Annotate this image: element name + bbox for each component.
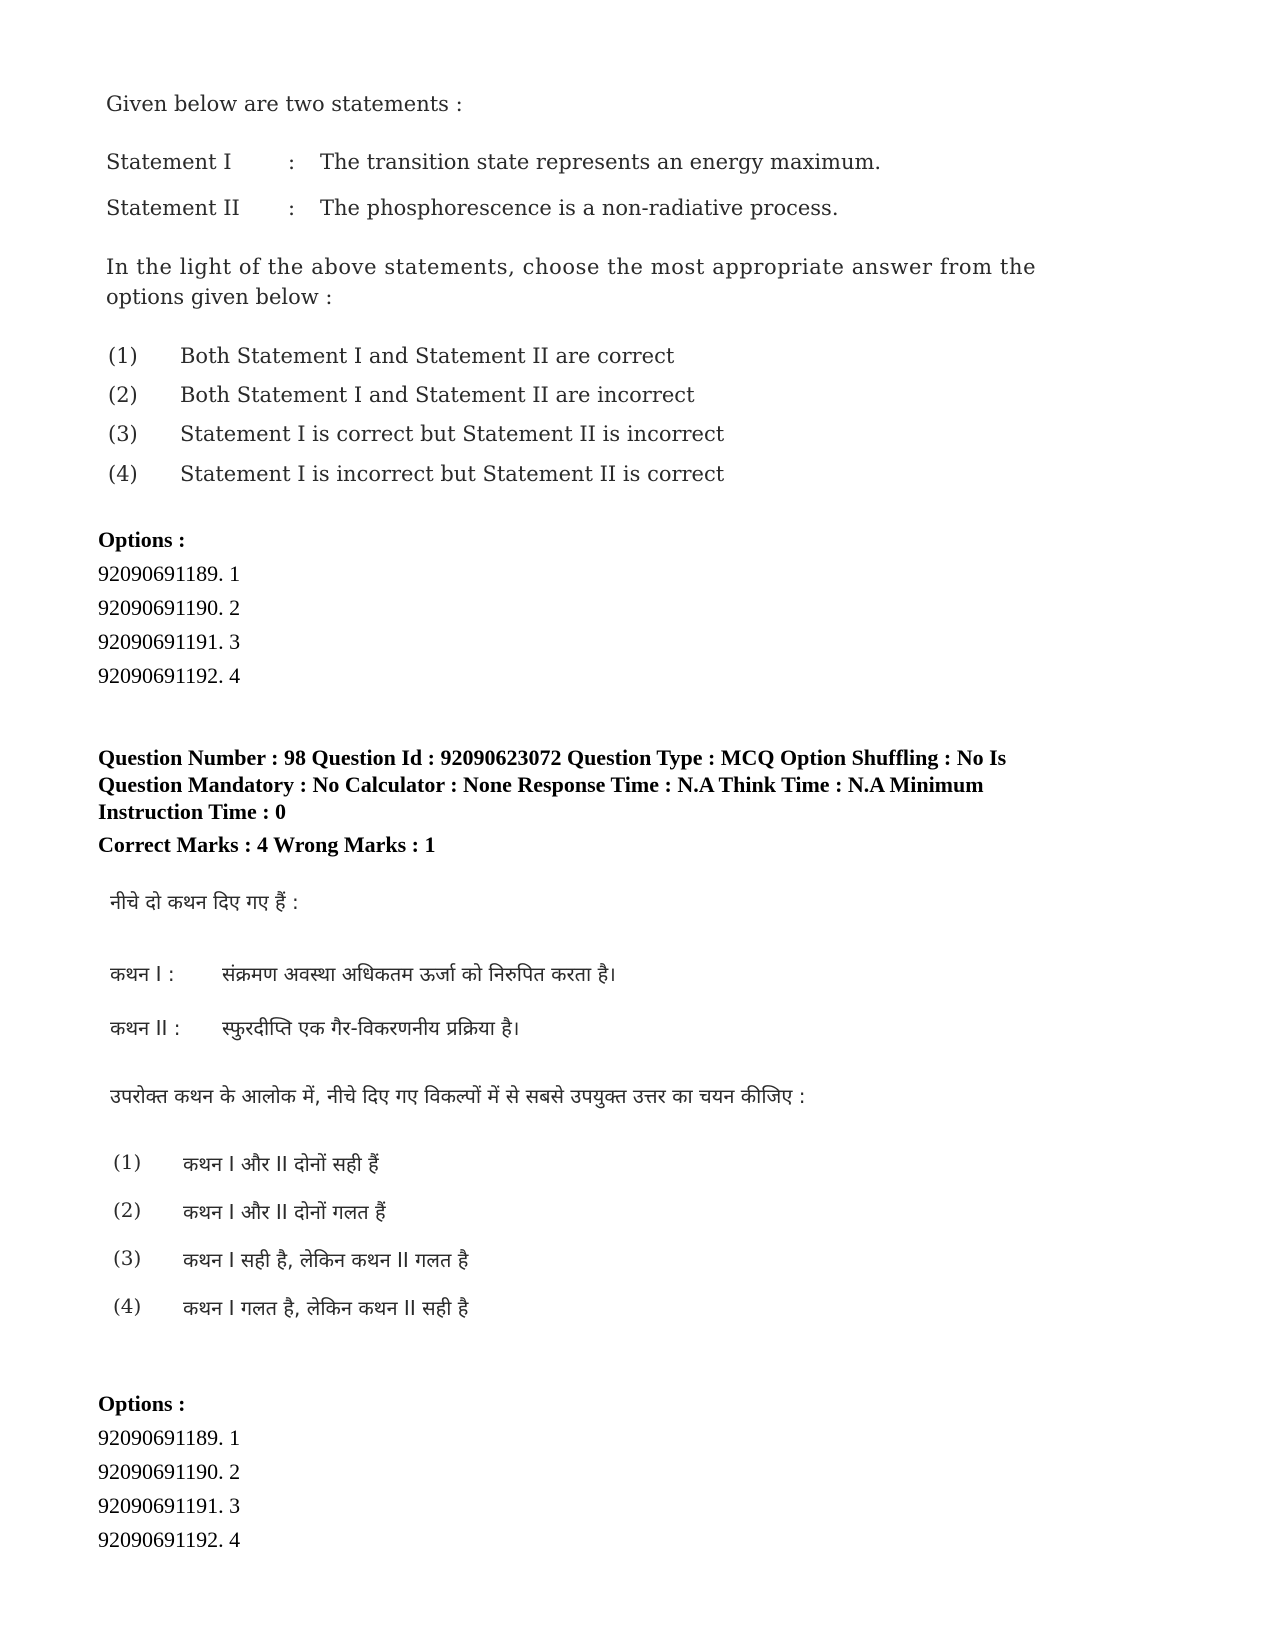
q98-choice-3-text: कथन I सही है, लेकिन कथन II गलत है (183, 1248, 469, 1272)
q97-statement-2-colon: : (288, 196, 296, 220)
q97-statement-1-colon: : (288, 150, 296, 174)
option-item: 92090691192. 4 (98, 663, 241, 688)
q97-statement-2-label: Statement II (106, 196, 240, 220)
q97-statement-2-text: The phosphorescence is a non-radiative process. (320, 196, 839, 220)
q97-instruction-line-2: options given below : (106, 285, 333, 309)
options-heading: Options : (98, 527, 186, 552)
q97-choice-1-num: (1) (108, 344, 138, 368)
q97-choice-2-num: (2) (108, 383, 138, 407)
q97-choice-3-num: (3) (108, 422, 138, 446)
q98-meta-line-3: Instruction Time : 0 (98, 799, 287, 824)
q98-choice-2-num: (2) (113, 1198, 142, 1222)
option-item: 92090691191. 3 (98, 1493, 241, 1518)
option-item: 92090691189. 1 (98, 1425, 241, 1450)
q97-statement-1-text: The transition state represents an energy maximum. (320, 150, 882, 174)
option-item: 92090691189. 1 (98, 561, 241, 586)
q98-choice-3-num: (3) (113, 1246, 142, 1270)
q97-intro: Given below are two statements : (106, 92, 463, 116)
q98-meta-line-1: Question Number : 98 Question Id : 92090623072 Question Type : MCQ Option Shuffling : No Is (98, 745, 1007, 770)
q98-choice-4-text: कथन I गलत है, लेकिन कथन II सही है (183, 1296, 469, 1320)
q97-choice-4-num: (4) (108, 462, 138, 486)
q98-statement-2-label: कथन II : (110, 1016, 181, 1040)
q97-choice-1-text: Both Statement I and Statement II are correct (180, 344, 675, 368)
q98-statement-1-label: कथन I : (110, 962, 175, 986)
q98-marks: Correct Marks : 4 Wrong Marks : 1 (98, 832, 436, 857)
q97-instruction-line-1: In the light of the above statements, choose the most appropriate answer from the (106, 255, 1037, 279)
q98-meta-line-2: Question Mandatory : No Calculator : None Response Time : N.A Think Time : N.A Minimum (98, 772, 984, 797)
option-item: 92090691192. 4 (98, 1527, 241, 1552)
options-heading: Options : (98, 1391, 186, 1416)
option-item: 92090691190. 2 (98, 595, 241, 620)
q97-choice-2-text: Both Statement I and Statement II are incorrect (180, 383, 695, 407)
q98-statement-1-text: संक्रमण अवस्था अधिकतम ऊर्जा को निरुपित करता है। (222, 962, 616, 986)
q98-instruction: उपरोक्त कथन के आलोक में, नीचे दिए गए विकल्पों में से सबसे उपयुक्त उत्तर का चयन कीजिए : (110, 1084, 806, 1108)
q98-choice-1-text: कथन I और II दोनों सही हैं (183, 1152, 379, 1176)
q97-choice-3-text: Statement I is correct but Statement II is incorrect (180, 422, 725, 446)
q98-statement-2-text: स्फुरदीप्ति एक गैर-विकरणनीय प्रक्रिया है। (222, 1016, 520, 1040)
q98-choice-1-num: (1) (113, 1150, 142, 1174)
q97-statement-1-label: Statement I (106, 150, 232, 174)
q98-choice-4-num: (4) (113, 1294, 142, 1318)
q98-intro: नीचे दो कथन दिए गए हैं : (110, 890, 299, 914)
option-item: 92090691190. 2 (98, 1459, 241, 1484)
option-item: 92090691191. 3 (98, 629, 241, 654)
q98-choice-2-text: कथन I और II दोनों गलत हैं (183, 1200, 386, 1224)
q97-choice-4-text: Statement I is incorrect but Statement II is correct (180, 462, 725, 486)
